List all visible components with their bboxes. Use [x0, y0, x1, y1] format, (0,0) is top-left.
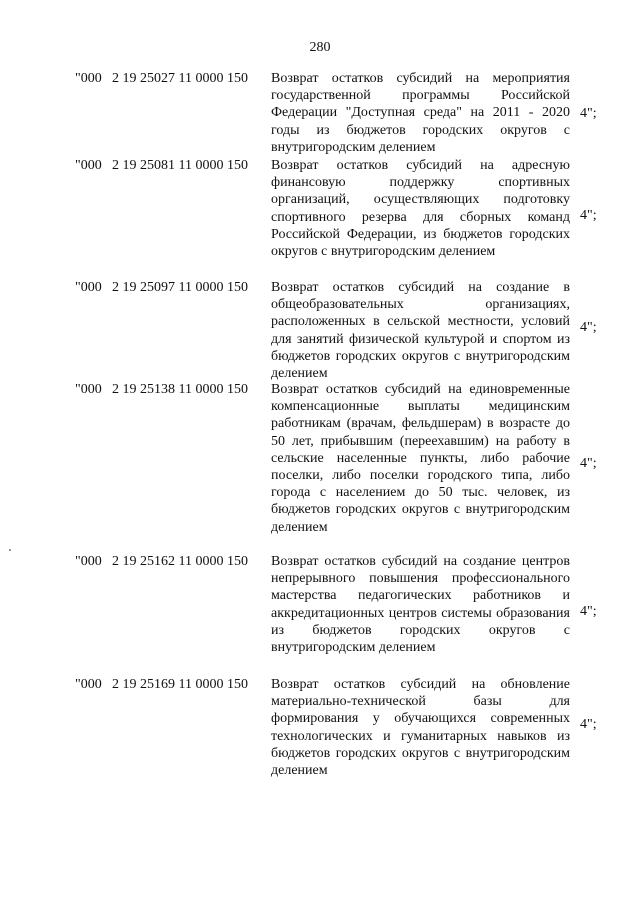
row-description: Возврат остатков субсидий на обновление материально-технической базы для формирования у обучающихся современных технологических и гуманитарных навыков из бюджетов городских округов с внутригородским делением: [271, 677, 570, 779]
scan-speck: [9, 549, 11, 551]
row-amount: 4";: [580, 320, 597, 335]
row-description: Возврат остатков субсидий на мероприятия государственной программы Российской Федерации "Доступная среда" на 2011 - 2020 годы из бюджетов городских округов с внутригородским делением: [271, 71, 570, 155]
row-description: Возврат остатков субсидий на создание в общеобразовательных организациях, расположенных в сельской местности, условий для занятий физической культурой и спортом из бюджетов городских округов с внутригородским делением: [271, 280, 570, 382]
budget-classification-code: 2 19 25081 11 0000 150: [112, 158, 248, 173]
row-amount: 4";: [580, 456, 597, 471]
code-prefix: "000: [75, 382, 102, 397]
row-description: Возврат остатков субсидий на единовременные компенсационные выплаты медицинским работникам (врачам, фельдшерам) в возрасте до 50 лет, прибывшим (переехавшим) на работу в сельские населенные пункты, либо рабочие поселки, либо поселки городского типа, либо города с населением до 50 тыс. человек, из бюджетов городских округов с внутригородским делением: [271, 382, 570, 535]
budget-classification-code: 2 19 25027 11 0000 150: [112, 71, 248, 86]
budget-classification-code: 2 19 25138 11 0000 150: [112, 382, 248, 397]
code-prefix: "000: [75, 280, 102, 295]
budget-classification-code: 2 19 25097 11 0000 150: [112, 280, 248, 295]
page-number: 280: [309, 40, 331, 55]
row-amount: 4";: [580, 717, 597, 732]
row-description: Возврат остатков субсидий на создание центров непрерывного повышения профессионального мастерства педагогических работников и аккредитационных центров системы образования из бюджетов городских округов с внутригородским делением: [271, 554, 570, 656]
row-amount: 4";: [580, 106, 597, 121]
code-prefix: "000: [75, 71, 102, 86]
row-amount: 4";: [580, 208, 597, 223]
budget-classification-code: 2 19 25169 11 0000 150: [112, 677, 248, 692]
budget-classification-code: 2 19 25162 11 0000 150: [112, 554, 248, 569]
code-prefix: "000: [75, 554, 102, 569]
row-amount: 4";: [580, 604, 597, 619]
code-prefix: "000: [75, 158, 102, 173]
row-description: Возврат остатков субсидий на адресную финансовую поддержку спортивных организаций, осуществляющих подготовку спортивного резерва для сборных команд Российской Федерации, из бюджетов городских округов с внутригородским делением: [271, 158, 570, 260]
code-prefix: "000: [75, 677, 102, 692]
